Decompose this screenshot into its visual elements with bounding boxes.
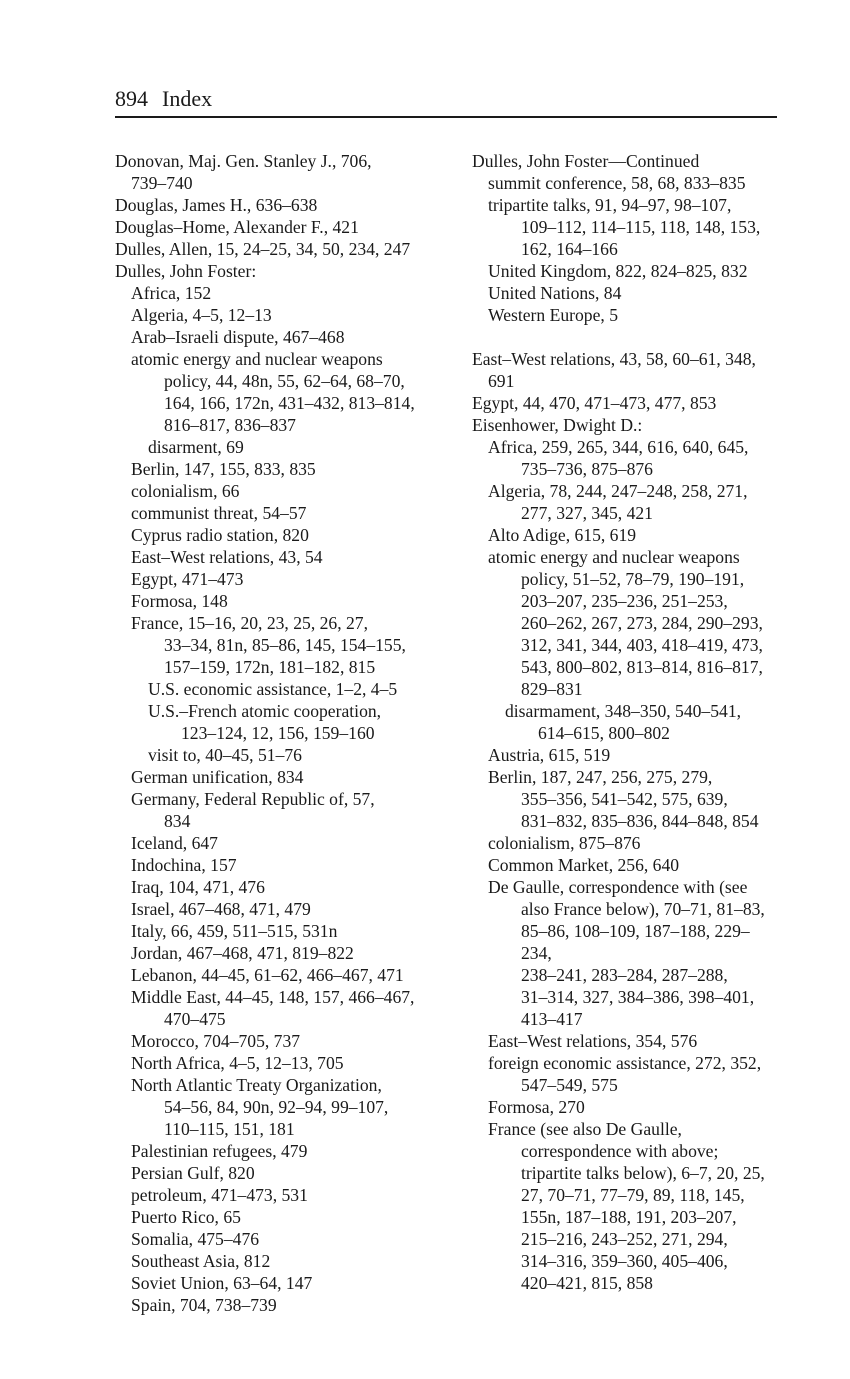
index-entry-line: tripartite talks, 91, 94–97, 98–107, (488, 195, 732, 215)
index-entry (472, 832, 777, 854)
index-entry-continuation: 691 (488, 371, 515, 391)
index-entry-continuation: 547–549, 575 (521, 1075, 618, 1095)
index-entry-line: East–West relations, 354, 576 (488, 1031, 698, 1051)
index-entry (115, 304, 435, 326)
index-entry-line: communist threat, 54–57 (131, 503, 307, 523)
index-entry (115, 876, 435, 898)
index-entry-line: Palestinian refugees, 479 (131, 1141, 308, 1161)
index-entry (115, 1250, 435, 1272)
index-entry (115, 1074, 435, 1140)
index-entry-line: Africa, 259, 265, 344, 616, 640, 645, (488, 437, 749, 457)
index-entry (115, 524, 435, 546)
index-entry-continuation: 27, 70–71, 77–79, 89, 118, 145, (521, 1185, 745, 1205)
page-number: 894 (115, 86, 148, 111)
index-entry (115, 986, 435, 1030)
index-entry (472, 348, 777, 392)
header-rule (115, 116, 777, 118)
index-entry-line: colonialism, 875–876 (488, 833, 641, 853)
index-entry (472, 150, 777, 172)
index-entry-line: colonialism, 66 (131, 481, 240, 501)
index-entry-continuation: 203–207, 235–236, 251–253, (521, 591, 728, 611)
index-entry (115, 766, 435, 788)
index-entry-continuation: 277, 327, 345, 421 (521, 503, 653, 523)
index-entry-line: Austria, 615, 519 (488, 745, 611, 765)
index-entry-line: Egypt, 44, 470, 471–473, 477, 853 (472, 393, 717, 413)
index-entry-line: Alto Adige, 615, 619 (488, 525, 637, 545)
index-entry (115, 678, 435, 700)
index-entry (115, 964, 435, 986)
index-entry-line: East–West relations, 43, 58, 60–61, 348, (472, 349, 756, 369)
index-entry (115, 1052, 435, 1074)
index-entry-continuation: 420–421, 815, 858 (521, 1273, 653, 1293)
index-entry-continuation: 162, 164–166 (521, 239, 618, 259)
index-entry-line: Douglas, James H., 636–638 (115, 195, 318, 215)
index-entry (472, 546, 777, 700)
index-entry (115, 282, 435, 304)
index-column-left (115, 150, 435, 1316)
index-entry-continuation: 829–831 (521, 679, 583, 699)
index-entry (115, 458, 435, 480)
index-entry-continuation: 110–115, 151, 181 (164, 1119, 295, 1139)
index-entry-line: Algeria, 78, 244, 247–248, 258, 271, (488, 481, 748, 501)
index-entry-continuation: 157–159, 172n, 181–182, 815 (164, 657, 376, 677)
index-entry-line: Iraq, 104, 471, 476 (131, 877, 265, 897)
index-entry (472, 700, 777, 744)
index-entry (472, 304, 777, 326)
index-entry-continuation: 816–817, 836–837 (164, 415, 296, 435)
index-entry (115, 502, 435, 524)
index-entry (472, 854, 777, 876)
index-entry-line: summit conference, 58, 68, 833–835 (488, 173, 746, 193)
index-entry-line: Berlin, 147, 155, 833, 835 (131, 459, 316, 479)
index-entry-line: Italy, 66, 459, 511–515, 531n (131, 921, 338, 941)
index-entry-continuation: 155n, 187–188, 191, 203–207, (521, 1207, 737, 1227)
index-entry-line: Algeria, 4–5, 12–13 (131, 305, 272, 325)
index-entry (115, 150, 435, 194)
index-entry-continuation: 260–262, 267, 273, 284, 290–293, (521, 613, 763, 633)
index-entry (115, 348, 435, 436)
index-entry-line: Germany, Federal Republic of, 57, (131, 789, 375, 809)
index-entry-continuation: 31–314, 327, 384–386, 398–401, (521, 987, 755, 1007)
index-entry-line: visit to, 40–45, 51–76 (148, 745, 302, 765)
index-entry-line: Arab–Israeli dispute, 467–468 (131, 327, 345, 347)
index-entry-continuation: 312, 341, 344, 403, 418–419, 473, (521, 635, 763, 655)
index-entry-continuation: 85–86, 108–109, 187–188, 229–234, (521, 921, 750, 963)
index-entry-line: Puerto Rico, 65 (131, 1207, 241, 1227)
index-entry-continuation: 470–475 (164, 1009, 226, 1029)
index-entry (115, 920, 435, 942)
index-entry-continuation: policy, 51–52, 78–79, 190–191, (521, 569, 745, 589)
index-entry-line: North Atlantic Treaty Organization, (131, 1075, 382, 1095)
index-entry-line: Somalia, 475–476 (131, 1229, 260, 1249)
index-entry (115, 700, 435, 744)
index-entry-continuation: 109–112, 114–115, 118, 148, 153, (521, 217, 761, 237)
index-entry (115, 1272, 435, 1294)
index-entry (472, 414, 777, 436)
index-entry-continuation: 215–216, 243–252, 271, 294, (521, 1229, 728, 1249)
index-entry (472, 392, 777, 414)
index-entry-line: Dulles, Allen, 15, 24–25, 34, 50, 234, 247 (115, 239, 411, 259)
index-entry (115, 590, 435, 612)
index-entry (115, 898, 435, 920)
index-entry (115, 612, 435, 678)
page-title: Index (162, 86, 213, 111)
index-entry-line: Formosa, 270 (488, 1097, 585, 1117)
index-entry (472, 1030, 777, 1052)
index-entry-continuation: 739–740 (131, 173, 193, 193)
index-entry-line: Berlin, 187, 247, 256, 275, 279, (488, 767, 713, 787)
index-entry-line: De Gaulle, correspondence with (see (488, 877, 748, 897)
index-entry-line: Egypt, 471–473 (131, 569, 244, 589)
index-entry (115, 436, 435, 458)
index-entry-continuation: 33–34, 81n, 85–86, 145, 154–155, (164, 635, 406, 655)
index-entry-continuation: 834 (164, 811, 191, 831)
section-gap (472, 326, 777, 348)
index-entry-line: Cyprus radio station, 820 (131, 525, 309, 545)
index-entry-line: East–West relations, 43, 54 (131, 547, 323, 567)
index-entry (115, 832, 435, 854)
index-entry (115, 216, 435, 238)
index-entry (115, 1228, 435, 1250)
index-entry-line: U.S.–French atomic cooperation, (148, 701, 382, 721)
index-entry (472, 480, 777, 524)
index-entry-line: Morocco, 704–705, 737 (131, 1031, 301, 1051)
index-entry (472, 282, 777, 304)
index-entry-line: Southeast Asia, 812 (131, 1251, 271, 1271)
index-entry (115, 1184, 435, 1206)
index-entry-line: Eisenhower, Dwight D.: (472, 415, 643, 435)
index-entry-continuation: tripartite talks below), 6–7, 20, 25, (521, 1163, 765, 1183)
index-entry (115, 260, 435, 282)
index-entry (115, 1162, 435, 1184)
index-entry (472, 744, 777, 766)
index-entry (115, 326, 435, 348)
index-entry-continuation: correspondence with above; (521, 1141, 719, 1161)
index-entry (115, 942, 435, 964)
index-entry (115, 1140, 435, 1162)
index-entry-continuation: 831–832, 835–836, 844–848, 854 (521, 811, 759, 831)
index-entry (115, 788, 435, 832)
index-entry-line: disarment, 69 (148, 437, 244, 457)
index-entry (472, 1052, 777, 1096)
index-entry-continuation: also France below), 70–71, 81–83, (521, 899, 765, 919)
index-entry (115, 854, 435, 876)
index-entry-line: Douglas–Home, Alexander F., 421 (115, 217, 359, 237)
index-entry-line: Donovan, Maj. Gen. Stanley J., 706, (115, 151, 372, 171)
index-entry-line: Persian Gulf, 820 (131, 1163, 255, 1183)
index-entry-continuation: 164, 166, 172n, 431–432, 813–814, (164, 393, 415, 413)
index-entry-line: atomic energy and nuclear weapons (131, 349, 383, 369)
index-entry-line: disarmament, 348–350, 540–541, (505, 701, 742, 721)
index-entry (115, 1030, 435, 1052)
index-entry-line: Israel, 467–468, 471, 479 (131, 899, 311, 919)
index-entry-continuation: 54–56, 84, 90n, 92–94, 99–107, (164, 1097, 389, 1117)
index-entry-line: Common Market, 256, 640 (488, 855, 680, 875)
index-entry (472, 172, 777, 194)
index-entry-line: Africa, 152 (131, 283, 212, 303)
index-entry-line: atomic energy and nuclear weapons (488, 547, 740, 567)
index-entry (115, 546, 435, 568)
index-entry-line: North Africa, 4–5, 12–13, 705 (131, 1053, 344, 1073)
index-entry-continuation: policy, 44, 48n, 55, 62–64, 68–70, (164, 371, 405, 391)
index-entry (115, 480, 435, 502)
index-entry-continuation: 614–615, 800–802 (538, 723, 670, 743)
index-entry-line: petroleum, 471–473, 531 (131, 1185, 308, 1205)
index-entry-line: Soviet Union, 63–64, 147 (131, 1273, 313, 1293)
index-entry-line: U.S. economic assistance, 1–2, 4–5 (148, 679, 398, 699)
index-entry (472, 876, 777, 1030)
index-entry-line: Iceland, 647 (131, 833, 218, 853)
index-entry (472, 766, 777, 832)
index-entry-continuation: 413–417 (521, 1009, 583, 1029)
index-entry-line: France (see also De Gaulle, (488, 1119, 682, 1139)
index-entry-line: Dulles, John Foster—Continued (472, 151, 700, 171)
index-entry-line: Jordan, 467–468, 471, 819–822 (131, 943, 354, 963)
index-entry-continuation: 543, 800–802, 813–814, 816–817, (521, 657, 763, 677)
index-entry (472, 1118, 777, 1294)
index-entry-line: France, 15–16, 20, 23, 25, 26, 27, (131, 613, 369, 633)
index-entry-line: Indochina, 157 (131, 855, 237, 875)
index-column-right (472, 150, 777, 1294)
index-entry-continuation: 238–241, 283–284, 287–288, (521, 965, 728, 985)
index-entry (115, 238, 435, 260)
index-entry (472, 436, 777, 480)
index-entry-line: Dulles, John Foster: (115, 261, 257, 281)
index-entry-continuation: 735–736, 875–876 (521, 459, 653, 479)
index-entry (115, 1206, 435, 1228)
index-entry-line: United Nations, 84 (488, 283, 622, 303)
index-entry-continuation: 123–124, 12, 156, 159–160 (181, 723, 375, 743)
index-entry-line: United Kingdom, 822, 824–825, 832 (488, 261, 748, 281)
index-entry (115, 194, 435, 216)
index-entry-continuation: 355–356, 541–542, 575, 639, (521, 789, 728, 809)
index-entry-line: Western Europe, 5 (488, 305, 619, 325)
index-entry (115, 1294, 435, 1316)
index-entry (115, 744, 435, 766)
index-entry (472, 1096, 777, 1118)
index-entry-line: Spain, 704, 738–739 (131, 1295, 277, 1315)
page-header (115, 84, 777, 114)
index-entry-line: Lebanon, 44–45, 61–62, 466–467, 471 (131, 965, 404, 985)
index-entry-line: German unification, 834 (131, 767, 304, 787)
index-entry-line: Middle East, 44–45, 148, 157, 466–467, (131, 987, 415, 1007)
index-entry (115, 568, 435, 590)
index-entry (472, 524, 777, 546)
index-entry-line: Formosa, 148 (131, 591, 228, 611)
index-entry (472, 260, 777, 282)
index-entry-line: foreign economic assistance, 272, 352, (488, 1053, 762, 1073)
index-entry-continuation: 314–316, 359–360, 405–406, (521, 1251, 728, 1271)
index-entry (472, 194, 777, 260)
